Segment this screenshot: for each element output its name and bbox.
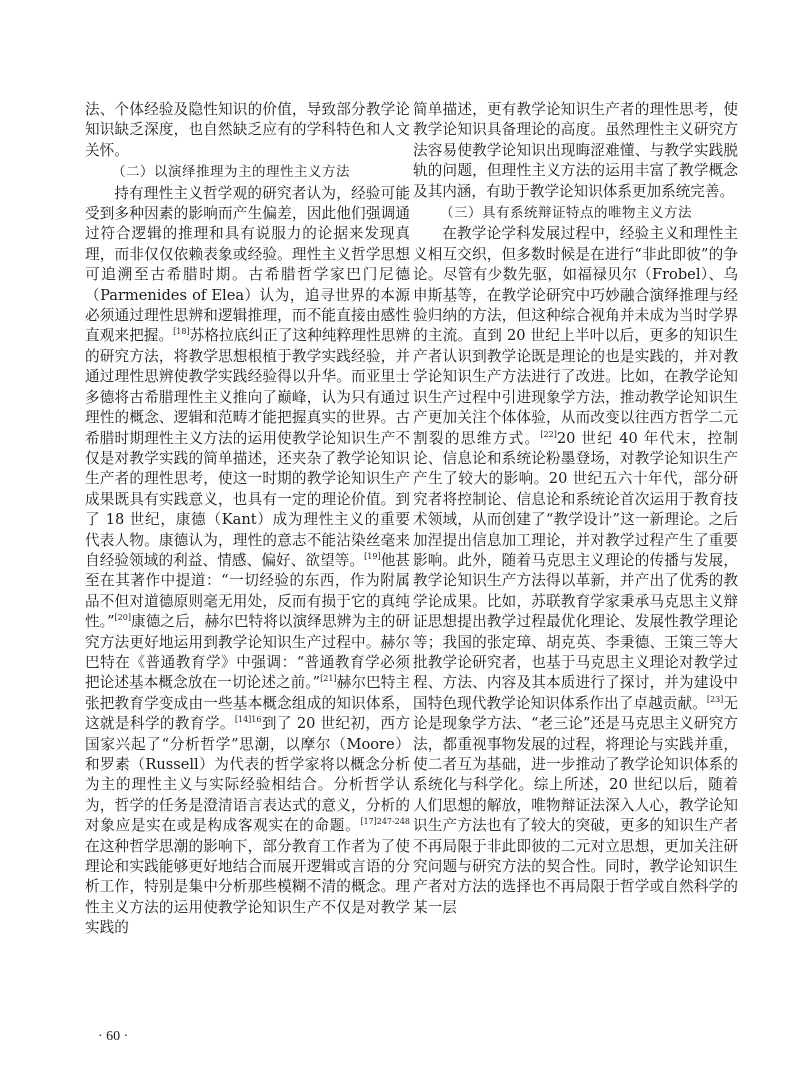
citation-21: [21]	[320, 674, 337, 684]
left-column	[85, 100, 410, 939]
paragraph-continuation: 法、个体经验及隐性知识的价值，导致部分教学论知识缺乏深度，也自然缺乏应有的学科特色和人文关怀。	[85, 101, 410, 159]
section-heading-materialism: （三）具有系统辩证特点的唯物主义方法	[440, 205, 692, 222]
text-run: 他甚至在其著作中提道：“一切经验的东西，作为附属品不但对道德原则毫无用处，反而有损于它的真纯性。”	[85, 551, 410, 631]
right-column	[413, 100, 738, 918]
citation-22: [22]	[540, 429, 557, 439]
citation-23: [23]	[706, 694, 724, 704]
citation-20: [20]	[114, 613, 131, 623]
text-run: 持有理性主义哲学观的研究者认为，经验可能受到多种因素的影响而产生偏差，因此他们强调通过符合逻辑的推理和具有说服力的论据来发现真理，而非仅仅依赖表象或经验。理性主义哲学思想可追溯至古希腊时期。古希腊哲学家巴门尼德（Parmenides of Elea）认为，追寻世界的本源必须通过理性思辨和逻辑推理，而不能直接由感性直观来把握。	[85, 184, 410, 345]
text-run: 无论是现象学方法、“老三论”还是马克思主义研究方法，都重视事物发展的过程，将理论与实践并重，使二者互为基础，进一步推动了教学论知识体系的系统化与科学化。综上所述，20 世纪以后，随着人们思想的解放，唯物辩证法深入人心，教学论知识生产方法也有了较大的突破，更多的知识生产者不再局限于非此即彼的二元对立思想，更加关注研究问题与研究方法的契合性。同时，教学论知识生产者对方法的选择也不再局限于哲学或自然科学的某一层	[413, 694, 738, 916]
text-run: 20 世纪 40 年代末，控制论、信息论和系统论粉墨登场，对教学论知识生产产生了较大的影响。20 世纪五六十年代，部分研究者将控制论、信息论和系统论首次运用于教育技术领域，从而创建了“教学设计”这一新理论。之后加涅提出信息加工理论，并对教学过程产生了重要影响。此外，随着马克思主义理论的传播与发展，教学论知识生产方法得以革新，并产出了优秀的教学论成果。比如，苏联教育学家秉承马克思主义辩证思想提出教学过程最优化理论、发展性教学理论等；我国的张定璋、胡克英、李秉德、王策三等大批教学论研究者，也基于马克思主义理论对教学过程、方法、内容及其本质进行了探讨，并为建设中国特色现代教学论知识体系作出了卓越贡献。	[413, 429, 738, 712]
text-run: 苏格拉底纠正了这种纯粹理性思辨的研究方法，将教学思想根植于教学实践经验，并通过理性思辨使教学实践经验得以升华。而亚里士多德将古希腊理性主义推向了巅峰，认为只有通过理性的概念、逻辑和范畴才能把握真实的世界。古希腊时期理性主义方法的运用使教学论知识生产不仅是对教学实践的简单描述，还夹杂了教学论知识生产者的理性思考，使这一时期的教学论知识生产成果既具有实践意义，也具有一定的理论价值。到了 18 世纪，康德（Kant）成为理性主义的重要代表人物。康德认为，理性的意志不能沾染丝毫来自经验领域的利益、情感、偏好、欲望等。	[85, 327, 410, 569]
citation-19: [19]	[364, 552, 381, 562]
text-run: 在教学论学科发展过程中，经验主义和理性主义相互交织，但多数时候是在进行“非此即彼”的争论。尽管有少数先驱，如福禄贝尔（Frobel）、乌申斯基等，在教学论研究中巧妙融合演绎推理与经验归纳的方法，但这种综合视角并未成为当时学界的主流。直到 20 世纪上半叶以后，更多的知识生产者认识到教学论既是理论的也是实践的，并对教学论知识生产方法进行了改进。比如，在教学论知识生产过程中引进现象学方法，推动教学论知识生产更加关注个体体验，从而改变以往西方哲学二元割裂的思维方式。	[413, 225, 738, 447]
page-number: · 60 ·	[98, 1029, 129, 1044]
text-run: 到了 20 世纪初，西方国家兴起了“分析哲学”思潮，以摩尔（Moore）和罗素（Russell）为代表的哲学家将以概念分析为主的理性主义与实际经验相结合。分析哲学认为，哲学的任务是澄清语言表达式的意义，分析的对象应是实在或是构成客观实在的命题。	[85, 715, 410, 835]
text-run: 赫尔巴特主张把教育学变成由一些基本概念组成的知识体系，这就是科学的教育学。	[85, 674, 410, 733]
citation-17: [17]247-248	[360, 817, 410, 827]
citation-18: [18]	[173, 327, 190, 337]
citation-14: [14]16	[234, 715, 262, 725]
paragraph-continuation: 简单描述，更有教学论知识生产者的理性思考，使教学论知识具备理论的高度。虽然理性主义研究方法容易使教学论知识出现晦涩难懂、与教学实践脱轨的问题，但理性主义方法的运用丰富了教学概念及其内涵，有助于教学论知识体系更加系统完善。	[413, 101, 738, 200]
text-run: 康德之后，赫尔巴特将以演绎思辨为主的研究方法更好地运用到教学论知识生产过程中。赫尔巴特在《普通教育学》中强调：“普通教育学必须把论述基本概念放在一切论述之前。”	[85, 613, 410, 692]
paragraph-materialism	[413, 224, 738, 918]
paragraph-rationalism	[85, 184, 410, 939]
text-run: 在这种哲学思潮的影响下，部分教育工作者为了使理论和实践能够更好地结合而展开逻辑或言语的分析工作，特别是集中分析那些模糊不清的概念。理性主义方法的运用使教学论知识生产不仅是对教学实践的	[85, 837, 410, 937]
section-heading-rationalism: （二）以演绎推理为主的理性主义方法	[112, 164, 350, 181]
